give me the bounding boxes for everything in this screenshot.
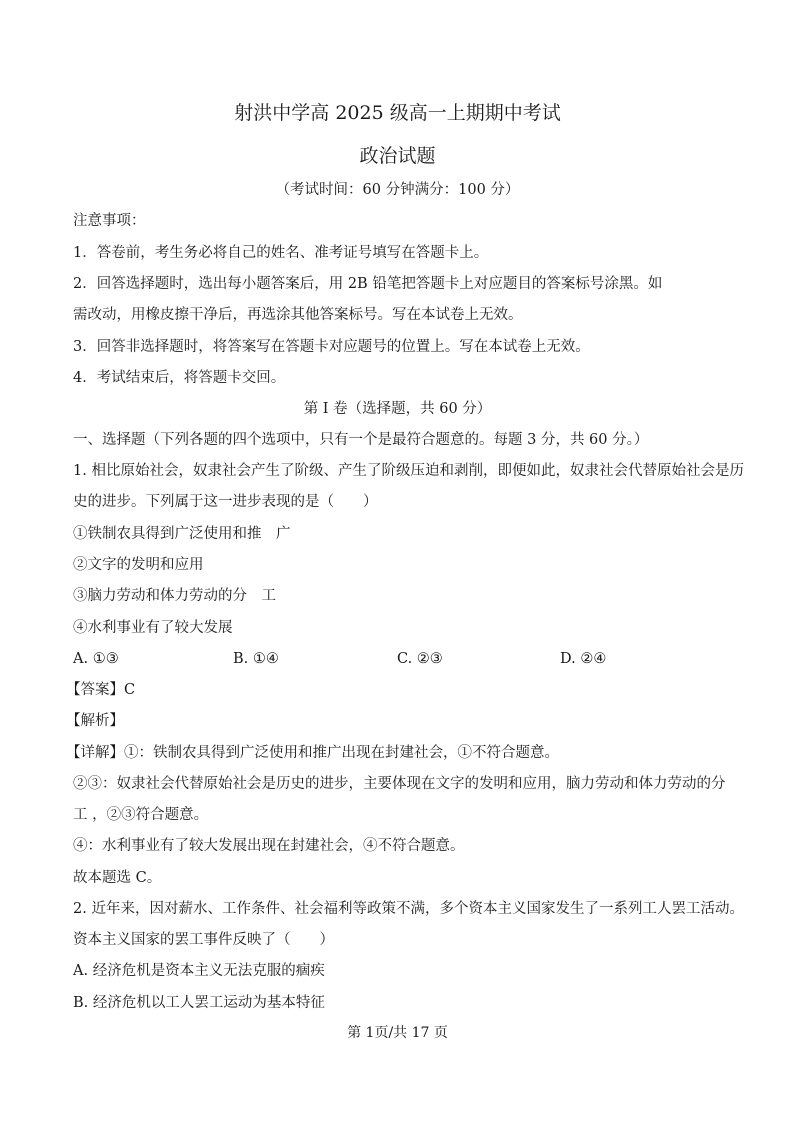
q1-item-3: ③脑力劳动和体力劳动的分 工 (73, 588, 276, 604)
answer-value: C (124, 682, 136, 698)
q2-stem-line-1: 2. 近年来，因对薪水、工作条件、社会福利等政策不满，多个资本主义国家发生了一系列工人罢工活动。 (73, 901, 744, 917)
q1-option-b: B. ①④ (233, 651, 279, 667)
q1-item-1: ①铁制农具得到广泛使用和推 广 (73, 526, 291, 542)
notice-item-4: 4．考试结束后，将答题卡交回。 (73, 370, 286, 386)
q1-option-d: D. ②④ (560, 651, 607, 667)
q1-stem-line-2: 史的进步。下列属于这一进步表现的是（ ） (73, 494, 378, 510)
notice-item-2-line-2: 需改动，用橡皮擦干净后，再选涂其他答案标号。写在本试卷上无效。 (73, 307, 523, 323)
notice-heading: 注意事项： (73, 213, 146, 229)
q1-conclusion: 故本题选 C。 (73, 870, 162, 886)
q1-detail-line-3: 工 ，②③符合题意。 (73, 807, 209, 823)
q1-item-4: ④水利事业有了较大发展 (73, 620, 233, 636)
answer-label: 【答案】 (66, 682, 124, 698)
q1-detail-line-1: 【详解】①：铁制农具得到广泛使用和推广出现在封建社会，①不符合题意。 (66, 745, 559, 761)
notice-item-3: 3．回答非选择题时，将答案写在答题卡对应题号的位置上。写在本试卷上无效。 (73, 339, 590, 355)
volume-title: 第 I 卷（选择题，共 60 分） (303, 401, 492, 417)
part-title: 一、选择题（下列各题的四个选项中，只有一个是最符合题意的。每题 3 分，共 60 分。） (73, 432, 649, 448)
q1-answer (66, 680, 135, 700)
subject-title: 政治试题 (359, 145, 436, 167)
q1-analysis-label: 【解析】 (66, 713, 124, 729)
q1-option-c: C. ②③ (397, 651, 443, 667)
page-footer: 第 1页/共 17 页 (347, 1025, 448, 1041)
q1-detail-line-2: ②③：奴隶社会代替原始社会是历史的进步，主要体现在文字的发明和应用，脑力劳动和体力劳动的分 (73, 776, 726, 792)
q2-stem-line-2: 资本主义国家的罢工事件反映了（ ） (73, 932, 334, 948)
q1-item-2: ②文字的发明和应用 (73, 557, 204, 573)
q1-stem-line-1: 1. 相比原始社会，奴隶社会产生了阶级、产生了阶级压迫和剥削，即便如此，奴隶社会代替原始社会是历 (73, 463, 744, 479)
q1-option-a: A. ①③ (73, 651, 119, 667)
exam-title: 射洪中学高 2025 级高一上期期中考试 (234, 102, 561, 124)
q2-option-a: A. 经济危机是资本主义无法克服的痼疾 (73, 963, 325, 979)
notice-item-1: 1．答卷前，考生务必将自己的姓名、准考证号填写在答题卡上。 (73, 245, 489, 261)
exam-info: （考试时间：60 分钟满分：100 分） (275, 182, 520, 198)
q1-detail-line-4: ④：水利事业有了较大发展出现在封建社会，④不符合题意。 (73, 838, 465, 854)
q2-option-b: B. 经济危机以工人罢工运动为基本特征 (73, 995, 325, 1011)
notice-item-2-line-1: 2．回答选择题时，选出每小题答案后，用 2B 铅笔把答题卡上对应题目的答案标号涂黑。如 (73, 276, 663, 292)
